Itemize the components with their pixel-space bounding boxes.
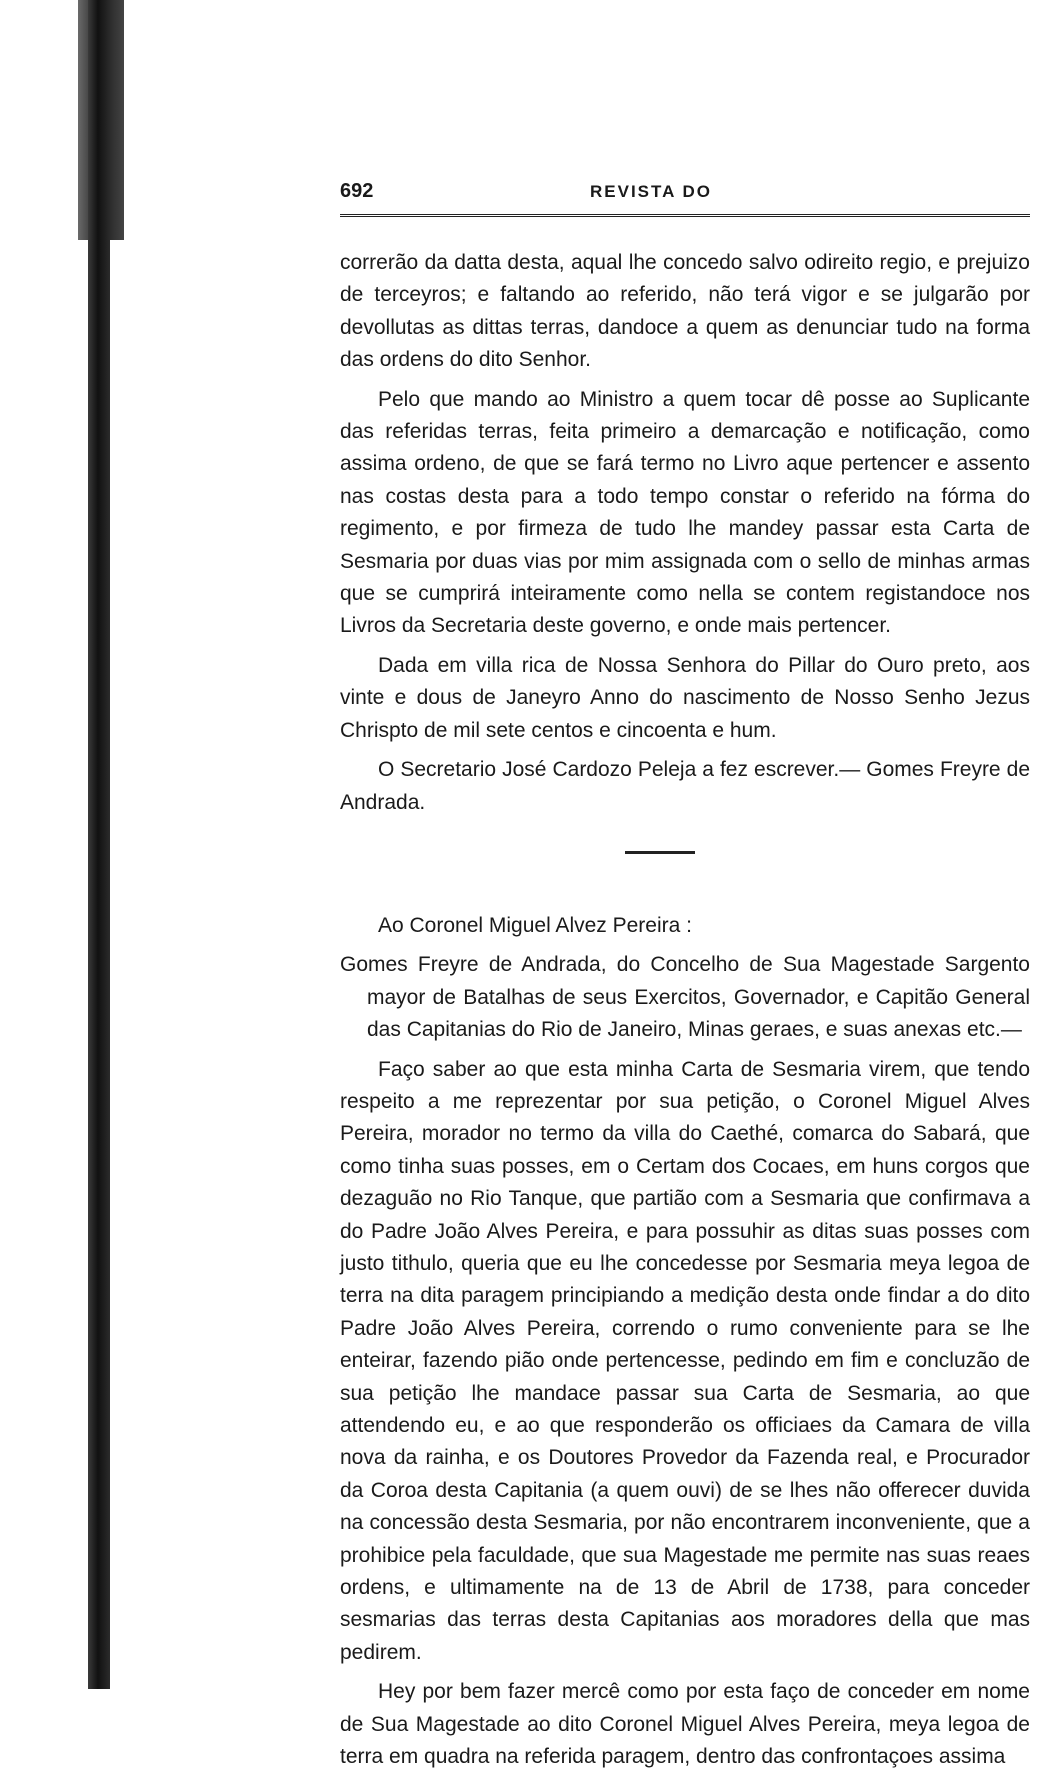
book-gutter — [88, 0, 110, 1689]
paragraph: correrão da datta desta, aqual lhe concedo salvo odireito regio, e prejuizo de terceyros; e faltando ao referido, não terá vigor e se julgarão por devollutas as dittas terras, dandoce a quem as denunciar tudo na forma das ordens do dito Senhor. — [340, 251, 1030, 372]
page-number: 692 — [340, 180, 374, 202]
paragraph: Dada em villa rica de Nossa Senhora do Pillar do Ouro preto, aos vinte e dous de Janeyro Anno do nascimento de Nosso Senho Jezus Chrispto de mil sete centos e cincoenta e hum. — [340, 653, 1030, 742]
section-divider — [625, 851, 695, 854]
page — [340, 180, 1030, 1780]
body-text — [340, 247, 1030, 1773]
letter-salutation: Gomes Freyre de Andrada, do Concelho de Sua Magestade Sargento mayor de Batalhas de seus Exercitos, Governador, e Capitão General das Capitanias do Rio de Janeiro, Minas geraes, e suas anexas etc.— — [340, 953, 1030, 1042]
paragraph: O Secretario José Cardozo Peleja a fez escrever.— Gomes Freyre de Andrada. — [340, 758, 1030, 814]
running-head: REVISTA DO — [590, 182, 713, 201]
paragraph: Pelo que mando ao Ministro a quem tocar dê posse ao Suplicante das referidas terras, feita primeiro a demarcação e notificação, como assima ordeno, de que se fará termo no Livro aque pertencer e assento nas costas desta para a todo tempo constar o referido na fórma do regimento, e por firmeza de tudo lhe mandey passar esta Carta de Sesmaria por duas vias por mim assignada com o sello de minhas armas que se cumprirá inteiramente como nella se contem registandoce nos Livros da Secretaria deste governo, e onde mais pertencer. — [340, 387, 1030, 638]
letter-address: Ao Coronel Miguel Alvez Pereira : — [378, 913, 692, 937]
paragraph: Hey por bem fazer mercê como por esta faço de conceder em nome de Sua Magestade ao dito Coronel Miguel Alves Pereira, meya legoa de terra em quadra na referida paragem, dentro das confrontaçoes assima — [340, 1680, 1030, 1769]
paragraph: Faço saber ao que esta minha Carta de Sesmaria virem, que tendo respeito a me reprezentar por sua petição, o Coronel Miguel Alves Pereira, morador no termo da villa do Caethé, comarca do Sabará, que como tinha suas posses, em o Certam dos Cocaes, em huns corgos que dezaguão no Rio Tanque, que partião com a Sesmaria que confirmava a do Padre João Alves Pereira, e para possuhir as ditas suas posses com justo tithulo, queria que eu lhe concedesse por Sesmaria meya legoa de terra na dita paragem principiando a medição desta onde findar a do dito Padre João Alves Pereira, correndo o rumo conveniente para se lhe enteirar, fazendo pião onde pertencesse, pedindo em fim e concluzão de sua petição lhe mandace passar sua Carta de Sesmaria, ao que attendendo eu, e ao que responderão os officiaes da Camara de villa nova da rainha, e os Doutores Provedor da Fazenda real, e Procurador da Coroa desta Capitania (a quem ouvi) de se lhes não offerecer duvida na concessão desta Sesmaria, por não encontrarem inconveniente, que a prohibice pela faculdade, que sua Magestade me permite nas suas reaes ordens, e ultimamente na de 13 de Abril de 1738, para conceder sesmarias das terras desta Capitanias aos moradores della que mas pedirem. — [340, 1057, 1030, 1664]
page-header — [340, 180, 1030, 217]
